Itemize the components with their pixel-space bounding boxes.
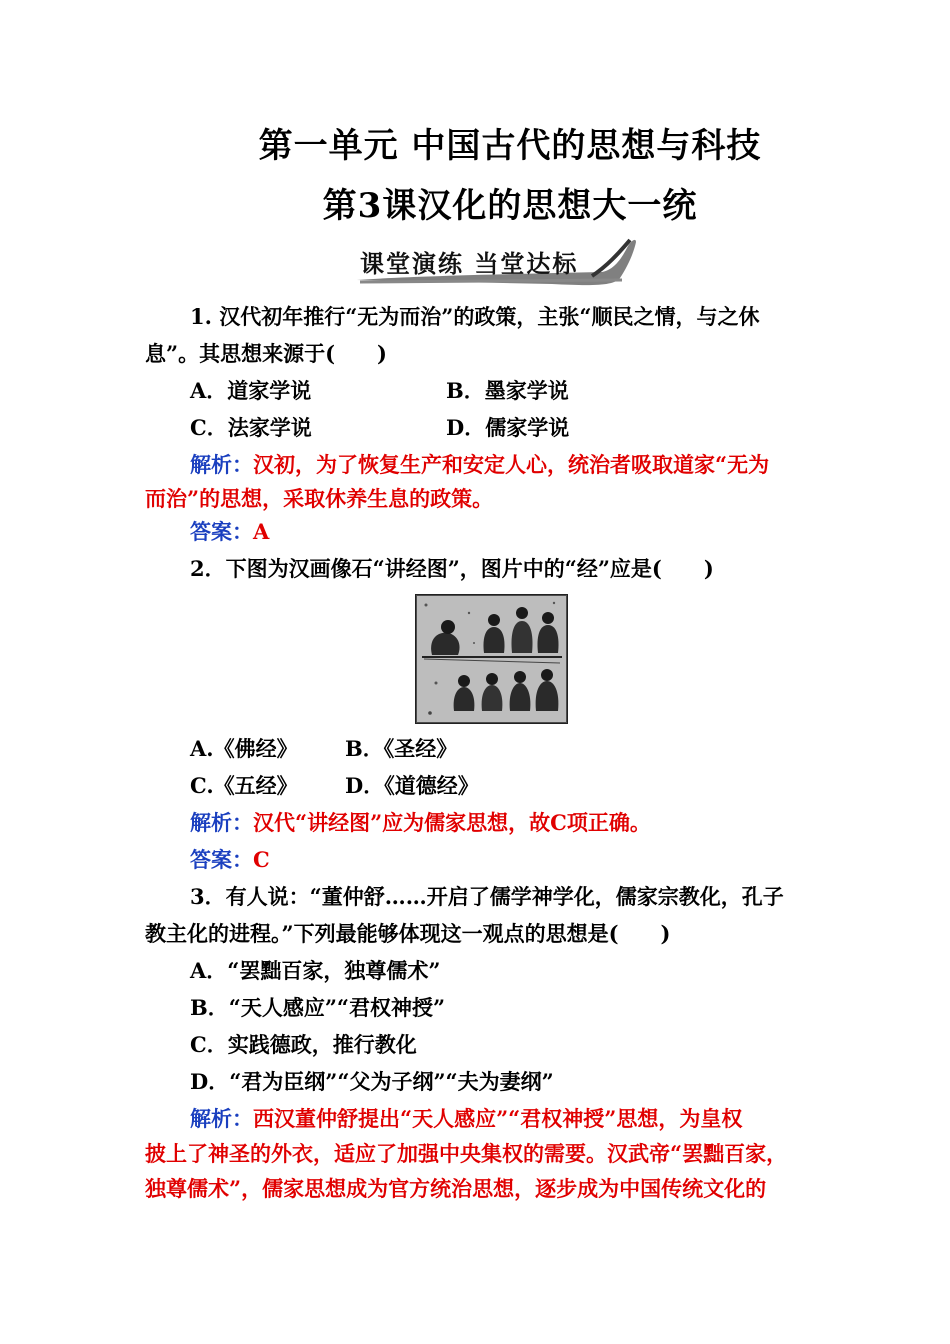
q1-answer-label: 答案： (190, 519, 253, 544)
q2-option-d: D．《道德经》 (345, 773, 479, 798)
q1-option-c: C．法家学说 (190, 415, 312, 440)
unit-title: 第一单元 中国古代的思想与科技 (258, 126, 762, 166)
q3-analysis-label: 解析： (190, 1106, 253, 1131)
lesson-title: 第3课汉化的思想大一统 (322, 186, 698, 226)
q3-stem-line2: 教主化的进程。”下列最能够体现这一观点的思想是( ) (145, 921, 671, 946)
q1-answer-value: A (253, 519, 270, 544)
section-banner (352, 236, 637, 288)
q3-analysis-line2: 披上了神圣的外衣，适应了加强中央集权的需要。汉武帝“罢黜百家， (145, 1141, 788, 1166)
q3-analysis-line3: 独尊儒术”，儒家思想成为官方统治思想，逐步成为中国传统文化的 (145, 1176, 767, 1201)
q1-answer (190, 518, 870, 546)
q3-option-c: C．实践德政，推行教化 (190, 1032, 417, 1057)
q3-option-d: D．“君为臣纲”“父为子纲”“夫为妻纲” (190, 1069, 554, 1094)
q1-analysis-label: 解析： (190, 452, 253, 477)
q3-analysis-line1 (190, 1105, 870, 1133)
q2-analysis-label: 解析： (190, 810, 253, 835)
q3-option-a: A．“罢黜百家，独尊儒术” (190, 958, 441, 983)
q2-option-c: C.《五经》 (190, 773, 298, 798)
q2-option-a: A.《佛经》 (190, 736, 298, 761)
q1-analysis-line2: 而治”的思想，采取休养生息的政策。 (145, 486, 494, 511)
q1-option-d: D．儒家学说 (446, 415, 570, 440)
q2-analysis-text: 汉代“讲经图”应为儒家思想，故C项正确。 (253, 810, 651, 835)
q1-stem-line1: 1. 汉代初年推行“无为而治”的政策，主张“顺民之情，与之休 (190, 304, 760, 329)
lecture-relief-picture (414, 593, 569, 725)
q2-stem: 2．下图为汉画像石“讲经图”，图片中的“经”应是( ) (190, 556, 714, 581)
q3-stem-line1: 3．有人说：“董仲舒……开启了儒学神学化，儒家宗教化，孔子 (190, 884, 784, 909)
q3-analysis-text1: 西汉董仲舒提出“天人感应”“君权神授”思想，为皇权 (253, 1106, 743, 1131)
q2-answer (190, 846, 870, 874)
q2-option-b: B．《圣经》 (345, 736, 458, 761)
q2-answer-value: C (253, 847, 270, 872)
banner-text: 课堂演练 当堂达标 (360, 249, 579, 278)
q1-option-a: A．道家学说 (190, 378, 312, 403)
q1-stem-line2: 息”。其思想来源于( ) (145, 341, 387, 366)
stone-relief-image (414, 593, 569, 725)
q1-option-b: B．墨家学说 (446, 378, 569, 403)
q2-answer-label: 答案： (190, 847, 253, 872)
q2-analysis (190, 809, 870, 837)
q3-option-b: B．“天人感应”“君权神授” (190, 995, 446, 1020)
q1-analysis-text1: 汉初，为了恢复生产和安定人心，统治者吸取道家“无为 (253, 452, 770, 477)
q1-analysis-line1 (190, 451, 870, 479)
